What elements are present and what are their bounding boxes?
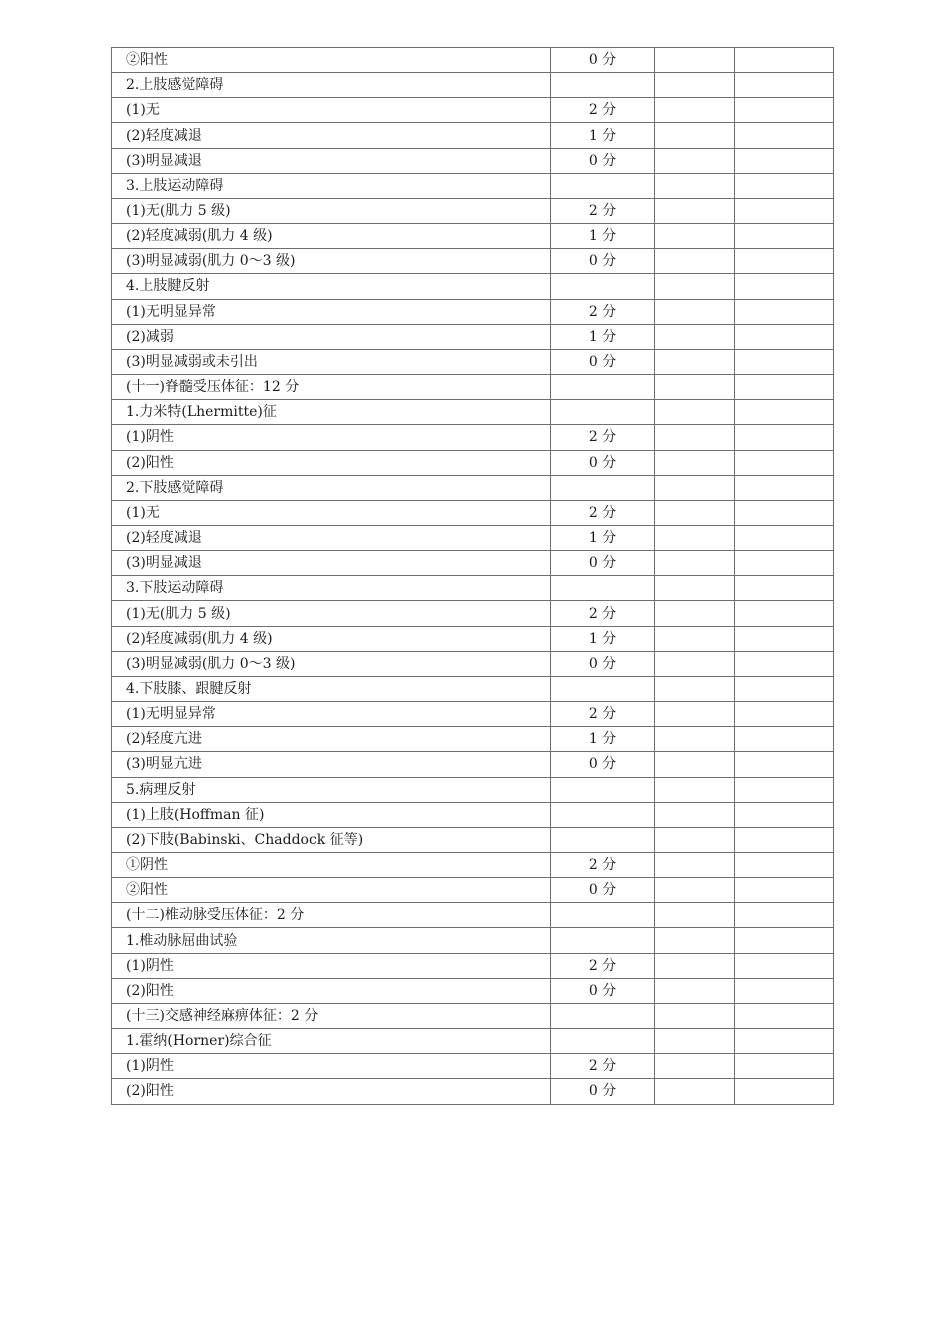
item-cell: (十二)椎动脉受压体征：2 分	[112, 903, 551, 928]
item-cell: 4.下肢膝、跟腱反射	[112, 676, 551, 701]
blank-cell	[735, 551, 834, 576]
score-cell: 1 分	[551, 324, 655, 349]
blank-cell	[655, 651, 735, 676]
table-row	[112, 903, 834, 928]
blank-cell	[735, 475, 834, 500]
table-row	[112, 98, 834, 123]
blank-cell	[655, 525, 735, 550]
table-row	[112, 500, 834, 525]
score-cell: 0 分	[551, 349, 655, 374]
score-cell: 2 分	[551, 953, 655, 978]
blank-cell	[655, 551, 735, 576]
item-cell: (3)明显减弱(肌力 0～3 级)	[112, 249, 551, 274]
item-cell: ②阳性	[112, 878, 551, 903]
score-cell: 1 分	[551, 525, 655, 550]
item-cell: 3.上肢运动障碍	[112, 173, 551, 198]
score-cell: 1 分	[551, 727, 655, 752]
score-cell: 2 分	[551, 1054, 655, 1079]
table-row	[112, 576, 834, 601]
item-cell: (2)轻度亢进	[112, 727, 551, 752]
blank-cell	[735, 676, 834, 701]
blank-cell	[655, 48, 735, 73]
score-cell: 1 分	[551, 626, 655, 651]
blank-cell	[735, 400, 834, 425]
table-row	[112, 148, 834, 173]
score-cell	[551, 802, 655, 827]
blank-cell	[655, 978, 735, 1003]
blank-cell	[735, 324, 834, 349]
table-row	[112, 73, 834, 98]
score-cell: 1 分	[551, 123, 655, 148]
blank-cell	[655, 626, 735, 651]
blank-cell	[735, 274, 834, 299]
item-cell: 2.下肢感觉障碍	[112, 475, 551, 500]
score-cell	[551, 827, 655, 852]
item-cell: (1)无明显异常	[112, 299, 551, 324]
score-cell	[551, 928, 655, 953]
blank-cell	[735, 48, 834, 73]
score-cell: 2 分	[551, 299, 655, 324]
scoring-table-body	[112, 48, 834, 1105]
item-cell: (1)无(肌力 5 级)	[112, 601, 551, 626]
blank-cell	[655, 475, 735, 500]
blank-cell	[735, 224, 834, 249]
blank-cell	[735, 123, 834, 148]
item-cell: (3)明显减弱(肌力 0～3 级)	[112, 651, 551, 676]
item-cell: (1)无	[112, 98, 551, 123]
blank-cell	[735, 1079, 834, 1104]
blank-cell	[735, 601, 834, 626]
score-cell	[551, 903, 655, 928]
item-cell: (2)阳性	[112, 450, 551, 475]
table-row	[112, 224, 834, 249]
item-cell: (1)阴性	[112, 425, 551, 450]
score-cell	[551, 375, 655, 400]
blank-cell	[655, 727, 735, 752]
score-cell	[551, 73, 655, 98]
table-row	[112, 626, 834, 651]
table-row	[112, 878, 834, 903]
score-cell: 0 分	[551, 48, 655, 73]
score-cell: 0 分	[551, 249, 655, 274]
blank-cell	[735, 878, 834, 903]
blank-cell	[735, 173, 834, 198]
blank-cell	[735, 626, 834, 651]
table-row	[112, 702, 834, 727]
table-row	[112, 1054, 834, 1079]
score-cell: 2 分	[551, 702, 655, 727]
item-cell: (3)明显减退	[112, 148, 551, 173]
blank-cell	[735, 98, 834, 123]
blank-cell	[655, 249, 735, 274]
item-cell: ①阴性	[112, 853, 551, 878]
table-row	[112, 651, 834, 676]
score-cell	[551, 1029, 655, 1054]
blank-cell	[655, 224, 735, 249]
table-row	[112, 400, 834, 425]
blank-cell	[735, 375, 834, 400]
table-row	[112, 676, 834, 701]
blank-cell	[735, 1029, 834, 1054]
blank-cell	[735, 349, 834, 374]
score-cell: 2 分	[551, 853, 655, 878]
score-cell: 0 分	[551, 978, 655, 1003]
table-row	[112, 853, 834, 878]
score-cell	[551, 475, 655, 500]
score-cell: 0 分	[551, 752, 655, 777]
blank-cell	[655, 601, 735, 626]
table-row	[112, 1029, 834, 1054]
score-cell: 0 分	[551, 878, 655, 903]
item-cell: (1)无	[112, 500, 551, 525]
score-cell	[551, 274, 655, 299]
blank-cell	[655, 425, 735, 450]
blank-cell	[655, 802, 735, 827]
score-cell: 2 分	[551, 500, 655, 525]
blank-cell	[735, 752, 834, 777]
blank-cell	[655, 450, 735, 475]
table-row	[112, 299, 834, 324]
blank-cell	[655, 1003, 735, 1028]
table-row	[112, 475, 834, 500]
item-cell: (1)阴性	[112, 1054, 551, 1079]
blank-cell	[655, 299, 735, 324]
item-cell: (十一)脊髓受压体征：12 分	[112, 375, 551, 400]
blank-cell	[655, 349, 735, 374]
table-row	[112, 551, 834, 576]
item-cell: (3)明显亢进	[112, 752, 551, 777]
score-cell	[551, 400, 655, 425]
item-cell: (十三)交感神经麻痹体征：2 分	[112, 1003, 551, 1028]
score-cell	[551, 676, 655, 701]
score-cell	[551, 173, 655, 198]
item-cell: (2)轻度减退	[112, 525, 551, 550]
table-row	[112, 777, 834, 802]
item-cell: (3)明显减弱或未引出	[112, 349, 551, 374]
blank-cell	[735, 500, 834, 525]
table-row	[112, 198, 834, 223]
table-row	[112, 727, 834, 752]
blank-cell	[655, 400, 735, 425]
table-row	[112, 173, 834, 198]
scoring-table	[111, 47, 834, 1105]
blank-cell	[735, 727, 834, 752]
table-row	[112, 249, 834, 274]
blank-cell	[655, 928, 735, 953]
blank-cell	[655, 752, 735, 777]
item-cell: (3)明显减退	[112, 551, 551, 576]
blank-cell	[735, 198, 834, 223]
blank-cell	[735, 525, 834, 550]
table-row	[112, 601, 834, 626]
blank-cell	[735, 425, 834, 450]
blank-cell	[655, 500, 735, 525]
blank-cell	[735, 576, 834, 601]
blank-cell	[735, 651, 834, 676]
item-cell: (1)无(肌力 5 级)	[112, 198, 551, 223]
blank-cell	[735, 777, 834, 802]
score-cell: 0 分	[551, 651, 655, 676]
score-cell	[551, 576, 655, 601]
blank-cell	[655, 123, 735, 148]
blank-cell	[735, 1054, 834, 1079]
item-cell: 5.病理反射	[112, 777, 551, 802]
blank-cell	[655, 878, 735, 903]
blank-cell	[735, 249, 834, 274]
table-row	[112, 525, 834, 550]
table-row	[112, 349, 834, 374]
blank-cell	[655, 1079, 735, 1104]
blank-cell	[735, 978, 834, 1003]
blank-cell	[655, 148, 735, 173]
blank-cell	[655, 827, 735, 852]
item-cell: (1)上肢(Hoffman 征)	[112, 802, 551, 827]
score-cell: 2 分	[551, 601, 655, 626]
score-cell	[551, 1003, 655, 1028]
blank-cell	[655, 173, 735, 198]
score-cell: 2 分	[551, 98, 655, 123]
item-cell: (2)减弱	[112, 324, 551, 349]
blank-cell	[735, 299, 834, 324]
blank-cell	[735, 73, 834, 98]
blank-cell	[655, 903, 735, 928]
table-row	[112, 425, 834, 450]
table-row	[112, 953, 834, 978]
blank-cell	[735, 827, 834, 852]
item-cell: 1.力米特(Lhermitte)征	[112, 400, 551, 425]
table-row	[112, 802, 834, 827]
score-cell	[551, 777, 655, 802]
score-cell: 0 分	[551, 148, 655, 173]
blank-cell	[655, 98, 735, 123]
table-row	[112, 450, 834, 475]
item-cell: (2)轻度减弱(肌力 4 级)	[112, 626, 551, 651]
table-row	[112, 752, 834, 777]
blank-cell	[655, 676, 735, 701]
blank-cell	[655, 198, 735, 223]
item-cell: 1.椎动脉屈曲试验	[112, 928, 551, 953]
item-cell: (2)阳性	[112, 1079, 551, 1104]
blank-cell	[655, 324, 735, 349]
item-cell: 3.下肢运动障碍	[112, 576, 551, 601]
item-cell: 4.上肢腱反射	[112, 274, 551, 299]
blank-cell	[655, 375, 735, 400]
table-row	[112, 928, 834, 953]
table-row	[112, 827, 834, 852]
blank-cell	[735, 702, 834, 727]
blank-cell	[655, 1054, 735, 1079]
blank-cell	[655, 274, 735, 299]
blank-cell	[655, 777, 735, 802]
blank-cell	[735, 148, 834, 173]
item-cell: (2)轻度减退	[112, 123, 551, 148]
blank-cell	[735, 802, 834, 827]
item-cell: (1)阴性	[112, 953, 551, 978]
blank-cell	[655, 853, 735, 878]
item-cell: (1)无明显异常	[112, 702, 551, 727]
score-cell: 1 分	[551, 224, 655, 249]
score-cell: 0 分	[551, 551, 655, 576]
score-cell: 0 分	[551, 450, 655, 475]
score-cell: 0 分	[551, 1079, 655, 1104]
blank-cell	[655, 73, 735, 98]
table-row	[112, 375, 834, 400]
item-cell: ②阳性	[112, 48, 551, 73]
item-cell: (2)轻度减弱(肌力 4 级)	[112, 224, 551, 249]
score-cell: 2 分	[551, 198, 655, 223]
blank-cell	[735, 1003, 834, 1028]
blank-cell	[655, 702, 735, 727]
item-cell: (2)阳性	[112, 978, 551, 1003]
table-row	[112, 123, 834, 148]
blank-cell	[655, 953, 735, 978]
blank-cell	[735, 928, 834, 953]
table-row	[112, 274, 834, 299]
item-cell: (2)下肢(Babinski、Chaddock 征等)	[112, 827, 551, 852]
table-row	[112, 48, 834, 73]
table-row	[112, 324, 834, 349]
table-row	[112, 1003, 834, 1028]
blank-cell	[735, 450, 834, 475]
blank-cell	[735, 903, 834, 928]
item-cell: 1.霍纳(Horner)综合征	[112, 1029, 551, 1054]
table-row	[112, 978, 834, 1003]
blank-cell	[735, 853, 834, 878]
blank-cell	[735, 953, 834, 978]
blank-cell	[655, 576, 735, 601]
score-cell: 2 分	[551, 425, 655, 450]
table-row	[112, 1079, 834, 1104]
blank-cell	[655, 1029, 735, 1054]
item-cell: 2.上肢感觉障碍	[112, 73, 551, 98]
